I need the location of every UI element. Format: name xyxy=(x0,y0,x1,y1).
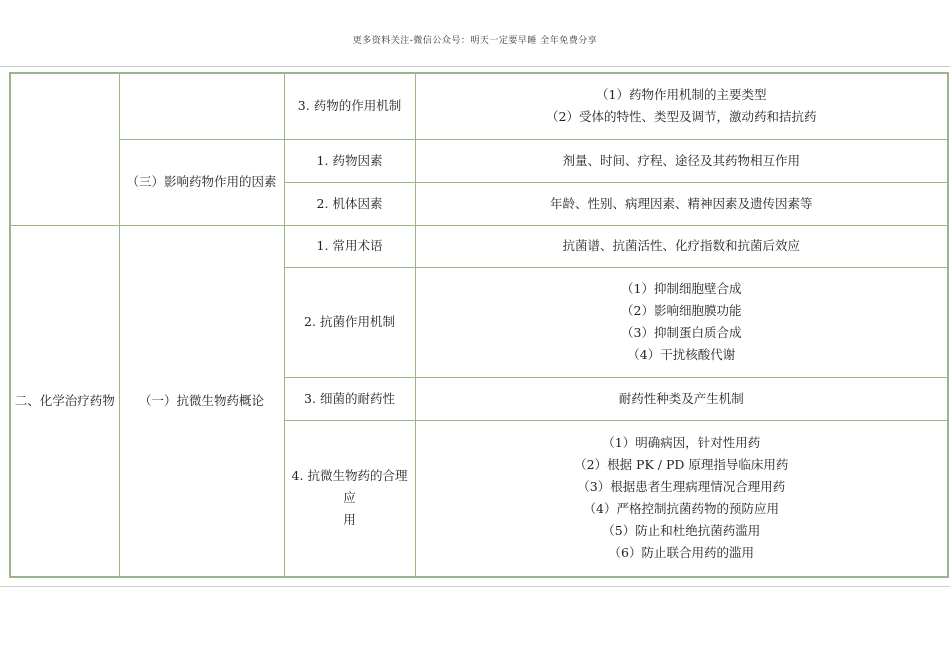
topic-cell: 1. 药物因素 xyxy=(284,139,415,182)
table-row xyxy=(10,225,948,267)
table-row xyxy=(10,73,948,139)
point-line: （2）受体的特性、类型及调节，激动药和拮抗药 xyxy=(546,109,817,125)
points-cell: 剂量、时间、疗程、途径及其药物相互作用 xyxy=(415,139,948,182)
points-cell xyxy=(415,73,948,139)
header-divider xyxy=(0,66,950,67)
point-line: （2）根据 PK / PD 原理指导临床用药 xyxy=(574,457,789,473)
point-line: （4）干扰核酸代谢 xyxy=(627,347,736,362)
point-line: （1）药物作用机制的主要类型 xyxy=(596,87,767,103)
point-line: （6）防止联合用药的滥用 xyxy=(608,545,754,561)
syllabus-table xyxy=(9,72,949,578)
point-line: （4）严格控制抗菌药物的预防应用 xyxy=(583,501,779,517)
section-cell-continued xyxy=(119,73,284,139)
topic-cell: 1. 常用术语 xyxy=(284,225,415,267)
chapter-label: 二、化学治疗药物 xyxy=(10,225,119,577)
points-cell xyxy=(415,267,948,377)
point-line: （5）防止和杜绝抗菌药滥用 xyxy=(602,523,761,539)
point-line: （3）根据患者生理病理情况合理用药 xyxy=(577,479,786,495)
topic-cell xyxy=(284,420,415,577)
points-cell: 年龄、性别、病理因素、精神因素及遗传因素等 xyxy=(415,182,948,225)
point-line: （1）明确病因，针对性用药 xyxy=(602,435,761,451)
table-row xyxy=(10,139,948,182)
topic-cell: 3. 细菌的耐药性 xyxy=(284,377,415,420)
topic-line: 应 xyxy=(343,490,356,506)
section-label: （三）影响药物作用的因素 xyxy=(119,139,284,225)
footer-divider xyxy=(0,586,950,587)
topic-cell: 2. 机体因素 xyxy=(284,182,415,225)
section-label: （一）抗微生物药概论 xyxy=(119,225,284,577)
point-line: （3）抑制蛋白质合成 xyxy=(621,325,742,340)
points-cell xyxy=(415,420,948,577)
header-note: 更多资料关注-微信公众号：明天一定要早睡 全年免费分享 xyxy=(352,36,598,46)
topic-line: 4. 抗微生物药的合理 xyxy=(291,468,408,484)
chapter-cell-continued xyxy=(10,73,119,225)
topic-line: 用 xyxy=(343,512,356,528)
point-line: （2）影响细胞膜功能 xyxy=(621,303,742,318)
topic-cell: 3. 药物的作用机制 xyxy=(284,73,415,139)
points-cell: 抗菌谱、抗菌活性、化疗指数和抗菌后效应 xyxy=(415,225,948,267)
point-line: （1）抑制细胞壁合成 xyxy=(621,281,742,296)
points-cell: 耐药性种类及产生机制 xyxy=(415,377,948,420)
topic-cell: 2. 抗菌作用机制 xyxy=(284,267,415,377)
